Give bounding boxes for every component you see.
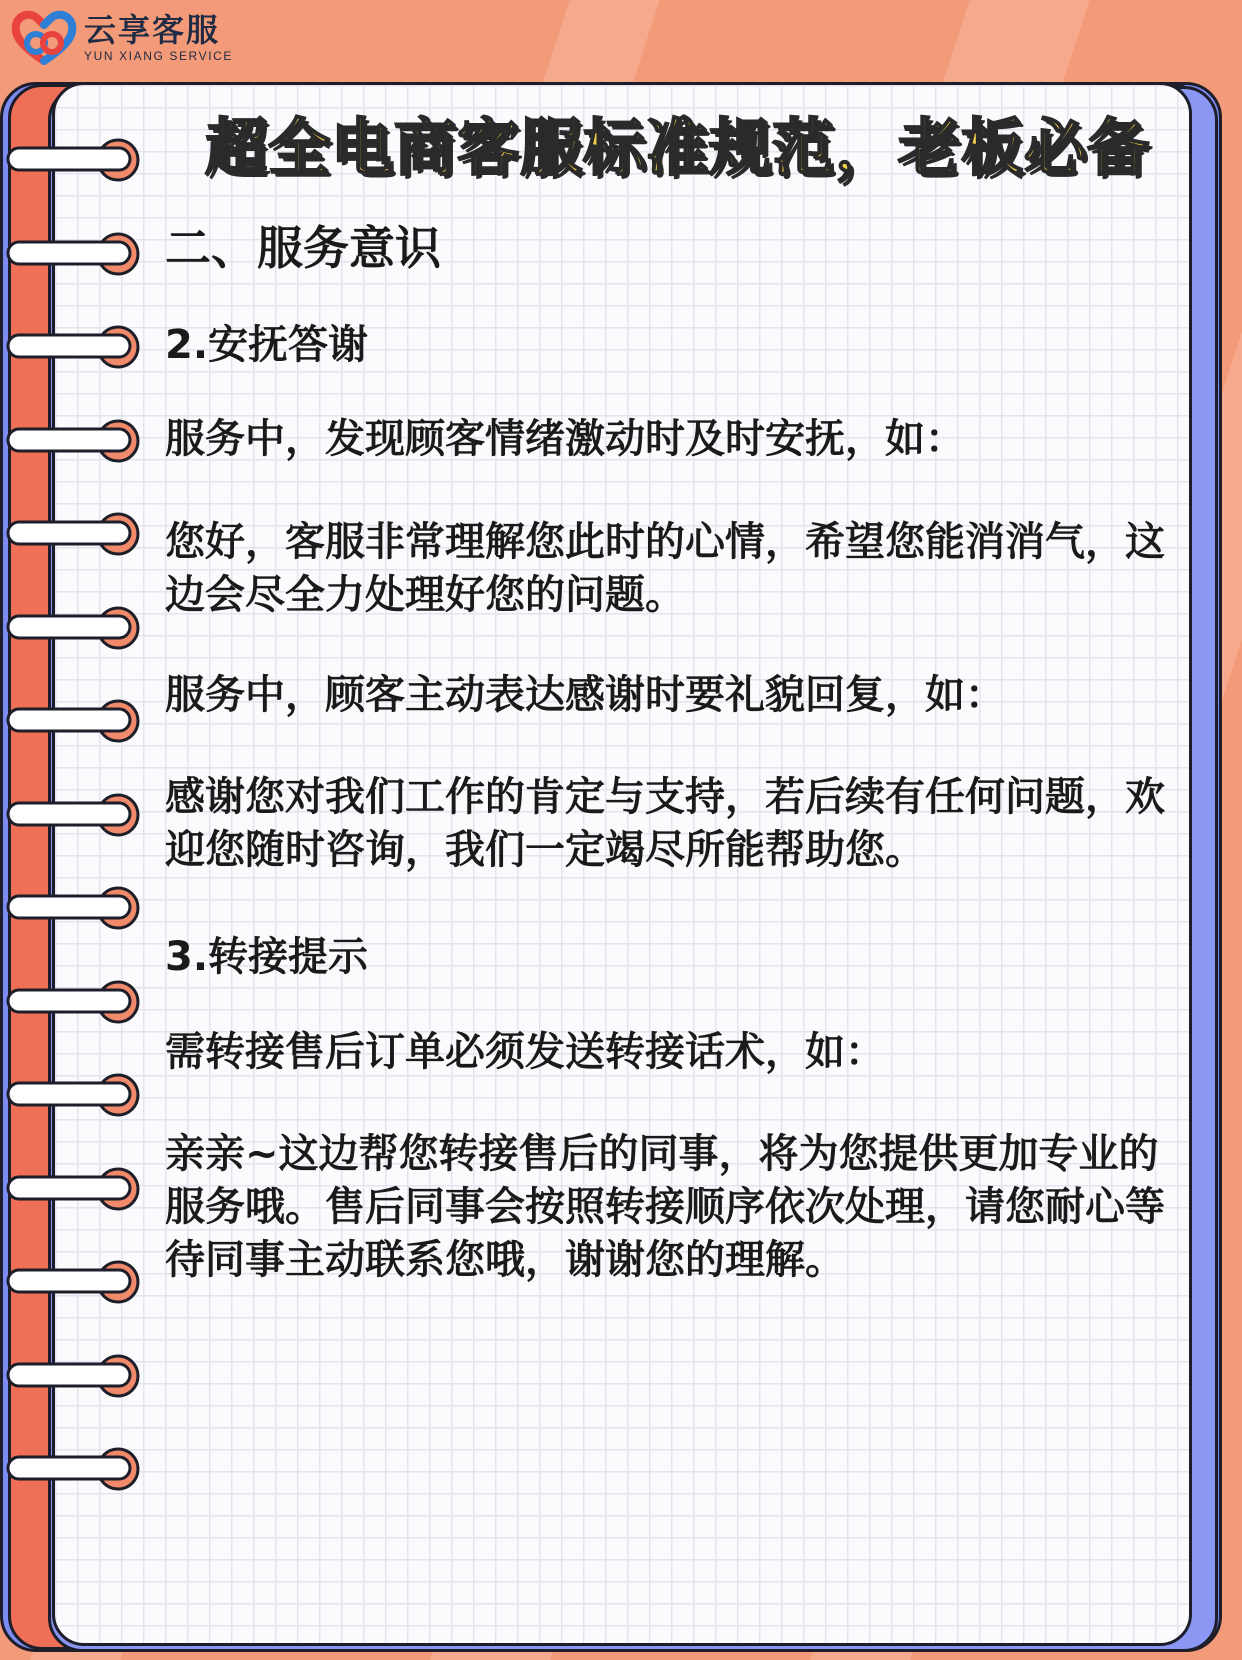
ring-binding-icon — [2, 882, 150, 934]
section-heading: 二、服务意识 — [165, 221, 441, 275]
logo-heart-icon — [10, 9, 78, 67]
subsection-heading-2: 3.转接提示 — [165, 934, 369, 980]
brand-logo — [10, 8, 233, 68]
subsection-heading-1: 2.安抚答谢 — [165, 322, 369, 368]
ring-binding-icon — [2, 602, 150, 654]
ring-binding-icon — [2, 1069, 150, 1121]
paragraph-6: 亲亲~这边帮您转接售后的同事，将为您提供更加专业的服务哦。售后同事会按照转接顺序依次处理，请您耐心等待同事主动联系您哦，谢谢您的理解。 — [165, 1131, 1165, 1283]
paragraph-2: 您好，客服非常理解您此时的心情，希望您能消消气，这边会尽全力处理好您的问题。 — [165, 519, 1165, 618]
ring-binding-icon — [2, 695, 150, 747]
ring-binding-icon — [2, 1163, 150, 1215]
ring-binding-icon — [2, 508, 150, 560]
ring-binding-icon — [2, 976, 150, 1028]
page-title: 超全电商客服标准规范，老板必备 — [205, 111, 1151, 184]
paragraph-3: 服务中，顾客主动表达感谢时要礼貌回复，如： — [165, 672, 1005, 718]
ring-binding-icon — [2, 228, 150, 280]
ring-binding-icon — [2, 1256, 150, 1308]
ring-binding-icon — [2, 789, 150, 841]
ring-binding-icon — [2, 1443, 150, 1495]
ring-binding-icon — [2, 415, 150, 467]
ring-binding-icon — [2, 134, 150, 186]
paragraph-4: 感谢您对我们工作的肯定与支持，若后续有任何问题，欢迎您随时咨询，我们一定竭尽所能帮助您。 — [165, 774, 1165, 873]
brand-name-cn: 云享客服 — [84, 11, 221, 49]
brand-name-en: YUN XIANG SERVICE — [84, 49, 234, 63]
ring-binding-icon — [2, 1350, 150, 1402]
paragraph-5: 需转接售后订单必须发送转接话术，如： — [165, 1029, 885, 1075]
ring-binding-icon — [2, 321, 150, 373]
paragraph-1: 服务中，发现顾客情绪激动时及时安抚，如： — [165, 416, 965, 462]
